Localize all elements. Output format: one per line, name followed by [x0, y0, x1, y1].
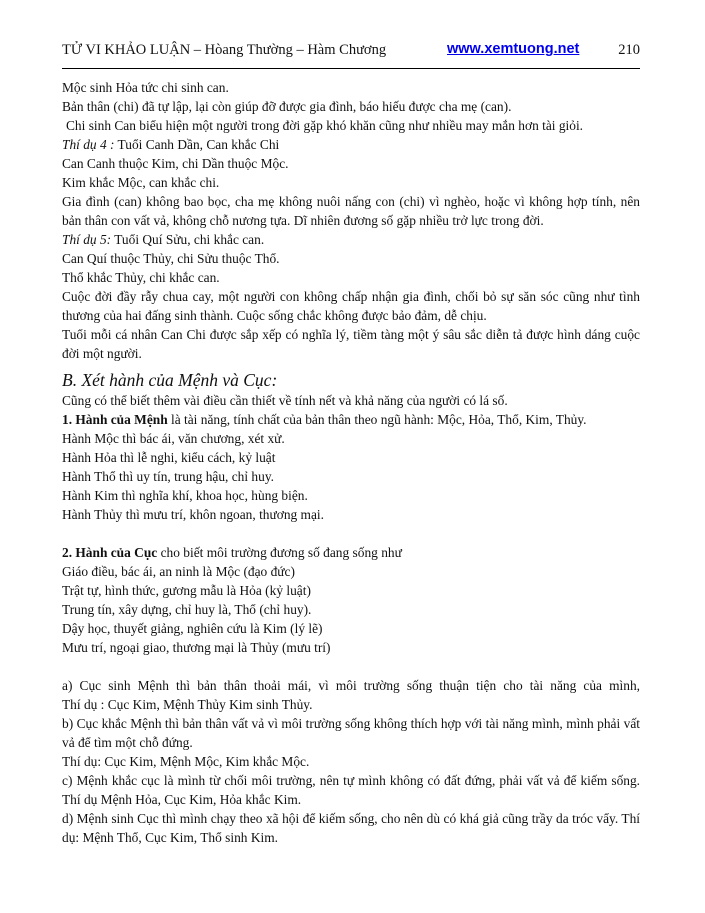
paragraph: Tuổi mỗi cá nhân Can Chi được sắp xếp có nghĩa lý, tiềm tàng một ý sâu sắc diễn tả được hình dáng cuộc đời một người. [62, 327, 640, 361]
list-item: Giáo điều, bác ái, an ninh là Mộc (đạo đức) [62, 564, 295, 579]
text-line: Kim khắc Mộc, can khắc chi. [62, 175, 220, 190]
website-link[interactable]: www.xemtuong.net [447, 41, 580, 57]
example-text: Tuổi Quí Sửu, chi khắc can. [111, 232, 265, 247]
paragraph: Cuộc đời đầy rẫy chua cay, một người con không chấp nhận gia đình, chối bỏ sự săn sóc cũng như tình thương của hai đấng sinh thành. Cuộc sống chắc không được bảo đảm, dễ chịu. [62, 289, 640, 323]
list-item: Mưu trí, ngoại giao, thương mại là Thủy (mưu trí) [62, 640, 331, 655]
example-text: Tuổi Canh Dần, Can khắc Chi [114, 137, 280, 152]
menh-heading-line [62, 410, 640, 429]
case-b-example: Thí dụ: Cục Kim, Mệnh Mộc, Kim khắc Mộc. [62, 754, 310, 769]
text-line: Can Quí thuộc Thủy, chi Sửu thuộc Thổ. [62, 251, 280, 266]
page-header [62, 40, 640, 62]
case-a-example: Thí dụ : Cục Kim, Mệnh Thủy Kim sinh Thủy. [62, 697, 313, 712]
list-item: Trật tự, hình thức, gương mẫu là Hỏa (kỷ luật) [62, 583, 311, 598]
header-rule [62, 68, 640, 69]
text-line: Cũng có thể biết thêm vài điều cần thiết về tính nết và khả năng của người có lá số. [62, 393, 508, 408]
cuc-heading-line [62, 543, 640, 562]
list-item: Trung tín, xây dựng, chỉ huy là, Thổ (chỉ huy). [62, 602, 312, 617]
text-line: Thổ khắc Thủy, chi khắc can. [62, 270, 220, 285]
bold-label: 1. Hành của Mệnh [62, 412, 168, 427]
blank-line [62, 657, 640, 676]
example-label: Thí dụ 4 : [62, 137, 115, 152]
list-item: Hành Mộc thì bác ái, văn chương, xét xử. [62, 431, 285, 446]
page-body [62, 78, 640, 847]
text-line: Chi sinh Can biểu hiện một người trong đời gặp khó khăn cũng như nhiều may mắn hơn tài giỏi. [66, 118, 584, 133]
menh-description: là tài năng, tính chất của bản thân theo ngũ hành: Mộc, Hỏa, Thổ, Kim, Thủy. [167, 412, 587, 427]
text-line: Can Canh thuộc Kim, chi Dần thuộc Mộc. [62, 156, 289, 171]
document-title: TỬ VI KHẢO LUẬN – Hòang Thường – Hàm Chương [62, 42, 387, 58]
case-c: c) Mệnh khắc cục là mình từ chối môi trường, nên tự mình không có đất đứng, phải vất vả để kiếm sống. Thí dụ Mệnh Hỏa, Cục Kim, Hỏa khắc Kim. [62, 773, 640, 807]
case-a: a) Cục sinh Mệnh thì bản thân thoải mái, vì môi trường sống thuận tiện cho tài năng của mình, [62, 678, 640, 693]
case-b: b) Cục khắc Mệnh thì bản thân vất vả vì môi trường sống không thích hợp với tài năng mình, mình phải vất vả để tìm một chỗ đứng. [62, 716, 640, 750]
page-number: 210 [618, 42, 640, 58]
section-heading: B. Xét hành của Mệnh và Cục: [62, 370, 278, 390]
case-d: d) Mệnh sinh Cục thì mình chạy theo xã hội để kiếm sống, cho nên dù có khá giả cũng trầy da tróc vẩy. Thí dụ: Mệnh Thổ, Cục Kim, Thổ sinh Kim. [62, 811, 640, 845]
paragraph: Gia đình (can) không bao bọc, cha mẹ không nuôi nấng con (chi) vì nghèo, hoặc vì không hợp tính, nên bản thân con vất vả, không chỗ nương tựa. Dĩ nhiên đương số gặp nhiều trở lực trong đời. [62, 194, 640, 228]
cuc-description: cho biết môi trường đương số đang sống như [157, 545, 402, 560]
text-line: Bản thân (chi) đã tự lập, lại còn giúp đỡ được gia đình, báo hiếu được cha mẹ (can). [62, 99, 512, 114]
bold-label: 2. Hành của Cục [62, 545, 158, 560]
blank-line [62, 524, 640, 543]
list-item: Dậy học, thuyết giảng, nghiên cứu là Kim (lý lẽ) [62, 621, 323, 636]
list-item: Hành Thủy thì mưu trí, khôn ngoan, thương mại. [62, 507, 324, 522]
example-5-line [62, 230, 640, 249]
example-4-line [62, 135, 640, 154]
text-line: Mộc sinh Hỏa tức chi sinh can. [62, 80, 229, 95]
list-item: Hành Thổ thì uy tín, trung hậu, chỉ huy. [62, 469, 274, 484]
example-label: Thí dụ 5: [62, 232, 112, 247]
list-item: Hành Kim thì nghĩa khí, khoa học, hùng biện. [62, 488, 308, 503]
list-item: Hành Hỏa thì lễ nghi, kiểu cách, kỷ luật [62, 450, 276, 465]
